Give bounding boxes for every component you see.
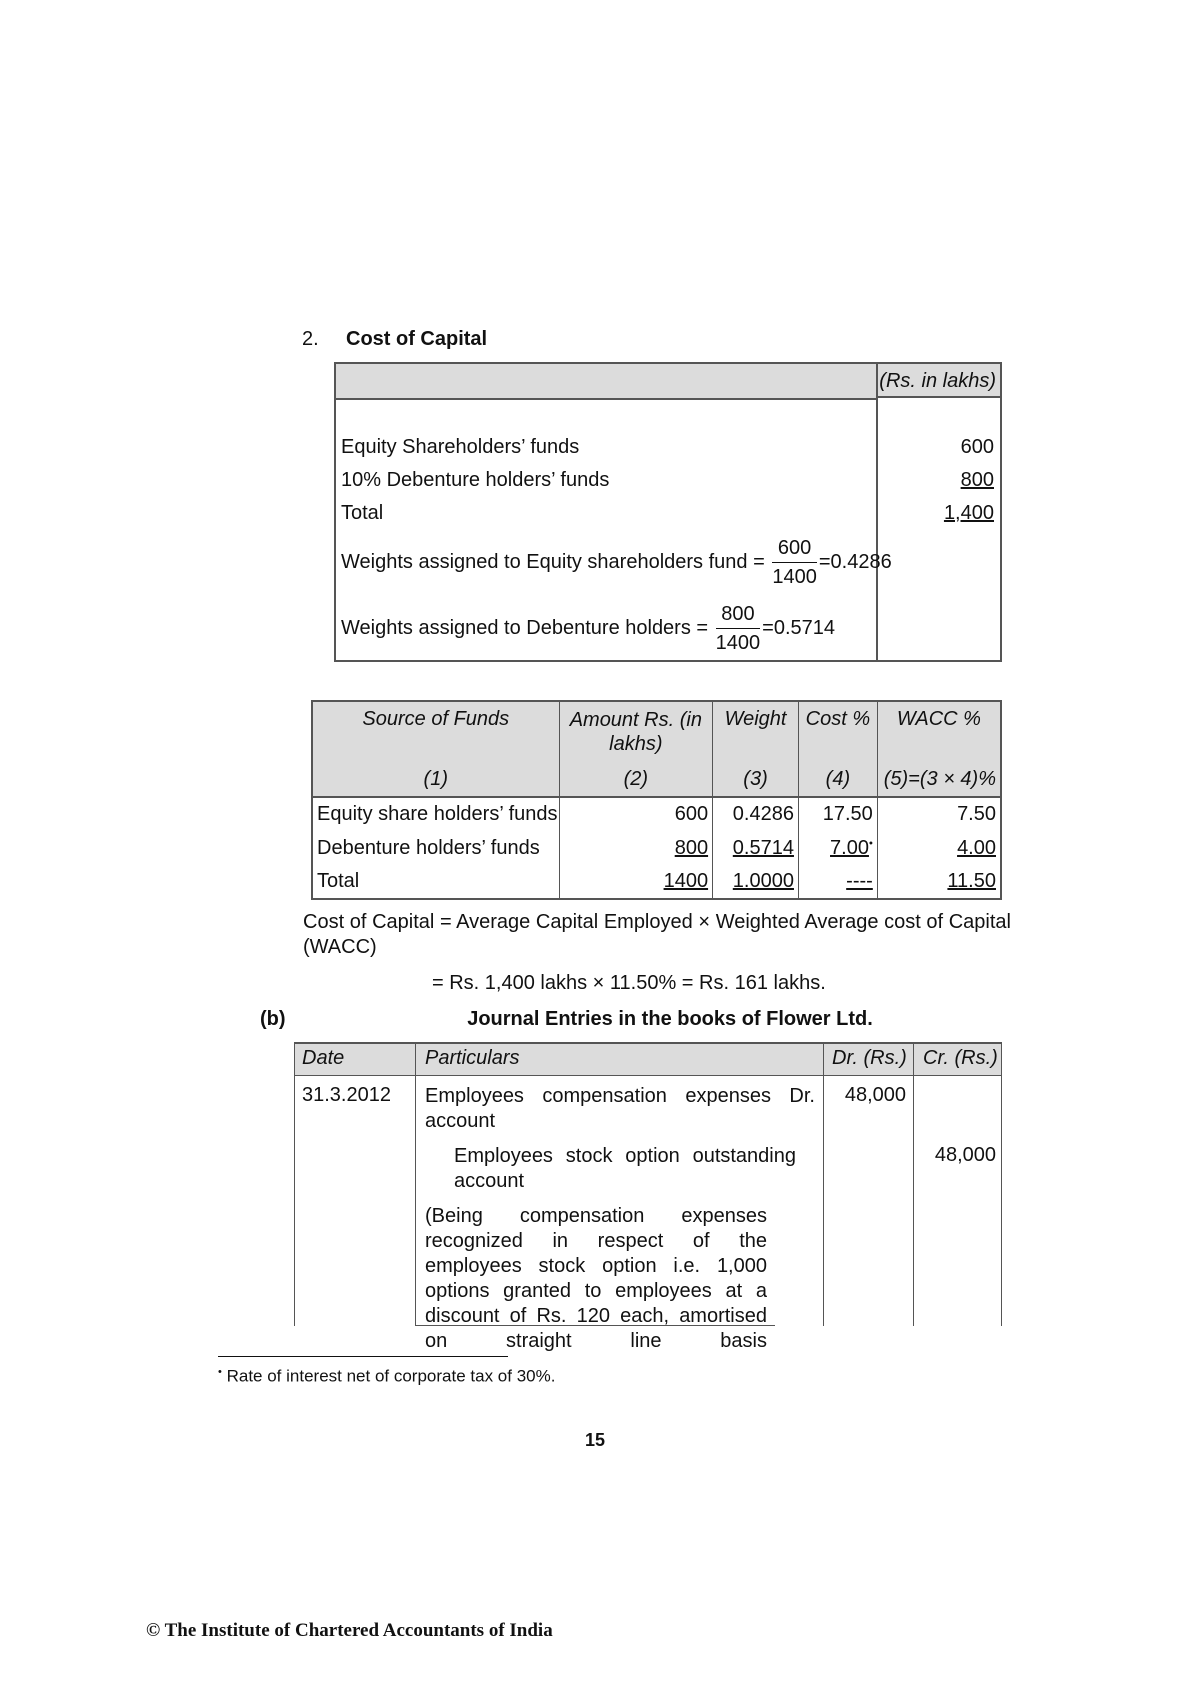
row-wacc: 7.50 [957,803,996,825]
credit-entry: Employees stock option outstanding account [454,1145,796,1192]
table-row [312,797,1001,831]
footnote-marker: • [218,1366,222,1378]
header-source: Source of Funds [312,701,559,762]
journal-header-particulars: Particulars [425,1047,520,1069]
footnote-marker: • [868,836,873,849]
section-b-label: (b) [260,1008,286,1030]
wacc-header-row [312,701,1001,762]
subheader-5: (5)=(3 × 4)% [877,762,1001,797]
debit-amount: 48,000 [844,1084,906,1106]
capital-header-blank [336,364,876,400]
journal-table [294,1042,1002,1352]
section-heading: Cost of Capital [346,328,488,350]
section-number: 2. [302,328,319,350]
wacc-table [311,700,1002,900]
row-cost: ---- [798,865,877,899]
row-amount: 1400 [559,865,713,899]
row-weight: 1.0000 [713,865,799,899]
row-source: Total [312,865,559,899]
weight-equity-result: =0.4286 [818,550,892,573]
equity-funds-value: 600 [960,436,994,458]
row-cost [798,831,877,865]
weight-debenture-fraction [716,602,761,655]
weight-debenture-label: Weights assigned to Debenture holders = [341,616,709,639]
debenture-funds-label: 10% Debenture holders’ funds [341,469,610,491]
row-amount: 800 [559,831,713,865]
row-source: Debenture holders’ funds [312,831,559,865]
debenture-funds-value: 800 [960,469,994,491]
row-weight: 0.4286 [713,797,799,831]
table-row [312,865,1001,899]
copyright: © The Institute of Chartered Accountants of India [146,1620,553,1641]
total-label: Total [341,502,384,524]
weight-debenture-result: =0.5714 [762,616,836,639]
journal-date: 31.3.2012 [302,1084,391,1106]
table-row [312,831,1001,865]
subheader-1: (1) [312,762,559,797]
row-cost: 17.50 [798,797,877,831]
weight-equity-label: Weights assigned to Equity shareholders fund = [341,550,765,573]
cost-of-capital-result: = Rs. 1,400 lakhs × 11.50% = Rs. 161 lakhs. [432,972,826,994]
capital-table [334,362,1002,662]
fraction-numerator: 600 [772,536,817,563]
footnote [218,1366,555,1387]
subheader-3: (3) [713,762,799,797]
journal-divider [913,1042,914,1326]
equity-funds-label: Equity Shareholders’ funds [341,436,580,458]
journal-divider [415,1042,416,1326]
fraction-denominator: 1400 [715,632,761,654]
footnote-text: Rate of interest net of corporate tax of 30%. [226,1366,556,1386]
total-value: 1,400 [943,502,994,524]
weight-debenture-formula [341,602,835,655]
page-number: 15 [584,1430,606,1450]
header-wacc: WACC % [896,708,981,730]
row-wacc: 4.00 [957,836,996,859]
journal-border-left [294,1042,295,1326]
credit-amount: 48,000 [934,1144,996,1166]
narration-underline [415,1325,775,1326]
row-source: Equity share holders’ funds [312,797,559,831]
journal-header-date: Date [302,1047,345,1069]
row-weight: 0.5714 [713,831,799,865]
narration: (Being compensation expenses recognized in respect of the employees stock option i.e. 1,000 options granted to employees at a discount of Rs. 120 each, amortised on straight line basis [425,1205,767,1352]
column-divider [876,398,878,660]
cost-value: 7.00 [830,836,869,859]
row-wacc: 11.50 [947,870,996,892]
row-amount: 600 [559,797,713,831]
unit-header: (Rs. in lakhs) [876,364,1000,398]
fraction-numerator: 800 [716,602,761,629]
weight-equity-formula [341,536,892,589]
fraction-denominator: 1400 [772,566,817,588]
subheader-4: (4) [798,762,877,797]
debit-entry: Employees compensation expenses Dr. account [425,1085,815,1132]
weight-equity-fraction [772,536,817,589]
journal-header-cr: Cr. (Rs.) [923,1047,998,1069]
journal-heading: Journal Entries in the books of Flower Ltd. [467,1008,873,1030]
journal-border-right [1001,1042,1002,1326]
header-weight: Weight [713,701,799,762]
header-cost: Cost % [798,701,877,762]
journal-header-dr: Dr. (Rs.) [832,1047,907,1069]
cost-of-capital-text: Cost of Capital = Average Capital Employed × Weighted Average cost of Capital (WACC) [303,911,1011,958]
header-amount: Amount Rs. (in lakhs) [559,701,713,762]
wacc-subheader-row [312,762,1001,797]
subheader-2: (2) [559,762,713,797]
footnote-separator [218,1356,508,1357]
